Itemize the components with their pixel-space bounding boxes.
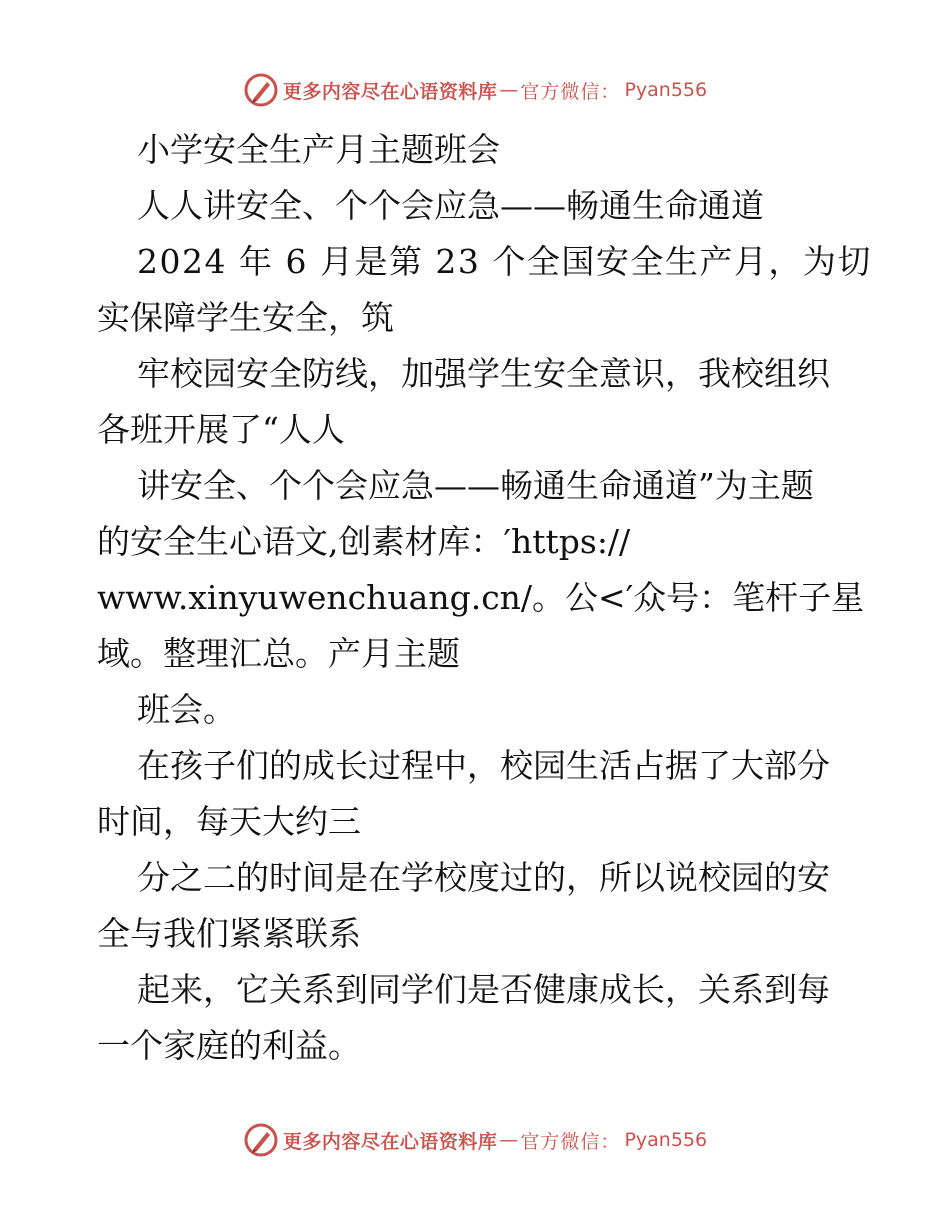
pen-logo-icon <box>243 72 279 108</box>
doc-subtitle: 人人讲安全、个个会应急——畅通生命通道 <box>137 186 764 225</box>
pen-logo-icon <box>243 1122 279 1158</box>
watermark-wechat-id: Pyan556 <box>624 1129 708 1151</box>
paragraph-line: 讲安全、个个会应急——畅通生命通道”为主题 <box>137 466 814 505</box>
document-body <box>97 122 872 1074</box>
paragraph-line: 一个家庭的利益。 <box>97 1026 361 1065</box>
watermark-wechat-id: Pyan556 <box>624 79 708 101</box>
paragraph-line: 牢校园安全防线，加强学生安全意识，我校组织 <box>137 354 830 393</box>
watermark-text: 更多内容尽在心语资料库 <box>282 1130 498 1153</box>
paragraph-line: 2024 年 6 月是第 23 个全国安全生产月，为切 <box>137 242 872 281</box>
watermark-separator: — <box>499 1129 519 1151</box>
header-watermark <box>0 70 950 110</box>
watermark-separator: — <box>499 79 519 101</box>
paragraph-line: 起来，它关系到同学们是否健康成长，关系到每 <box>137 970 830 1009</box>
paragraph-line: 班会。 <box>137 690 236 729</box>
paragraph-line: 全与我们紧紧联系 <box>97 914 361 953</box>
paragraph-line: 域。整理汇总。产月主题 <box>97 634 460 673</box>
doc-title: 小学安全生产月主题班会 <box>137 130 500 169</box>
paragraph-line: www.xinyuwenchuang.cn/。公<′众号：笔杆子星 <box>97 578 865 617</box>
watermark-wechat-label: 官方微信： <box>520 80 621 103</box>
watermark-text: 更多内容尽在心语资料库 <box>282 80 498 103</box>
paragraph-line: 在孩子们的成长过程中，校园生活占据了大部分 <box>137 746 830 785</box>
paragraph-line: 的安全生心语文,创素材库：′https:// <box>97 522 631 561</box>
watermark-wechat-label: 官方微信： <box>520 1130 621 1153</box>
paragraph-line: 各班开展了“人人 <box>97 410 345 449</box>
paragraph-line: 实保障学生安全，筑 <box>97 298 394 337</box>
footer-watermark <box>0 1120 950 1160</box>
paragraph-line: 分之二的时间是在学校度过的，所以说校园的安 <box>137 858 830 897</box>
paragraph-line: 时间，每天大约三 <box>97 802 361 841</box>
